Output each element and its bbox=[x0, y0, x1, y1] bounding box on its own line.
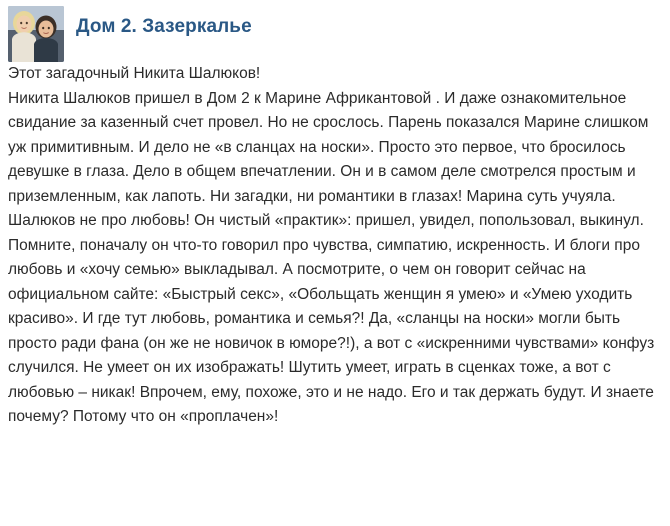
article-headline: Этот загадочный Никита Шалюков! bbox=[8, 65, 261, 82]
article-paragraph-2: Помните, поначалу он что-то говорил про чувства, симпатию, искренность. И блоги про любовь и «хочу семью» выкладывал. А посмотрите, о чем он говорит сейчас на официальном сайте: «Быстрый секс», «Обольщать женщин я умею» и «Умею уходить красиво». И где тут любовь, романтика и семья?! Да, «сланцы на носки» могли быть просто ради фана (он же не новичок в юморе?!), а вот с «искренними чувствами» конфуз случился. Не умеет он их изображать! Шутить умеет, играть в сценках тоже, а вот с любовью – никак! Впрочем, ему, похоже, это и не надо. Его и так держать будут. И знаете почему? Потому что он «проплачен»! bbox=[8, 236, 655, 425]
blog-title[interactable]: Дом 2. Зазеркалье bbox=[76, 16, 252, 37]
article-content bbox=[8, 62, 662, 430]
article-paragraph-1: Никита Шалюков пришел в Дом 2 к Марине Африкантовой . И даже ознакомительное свидание за казенный счет провел. Но не срослось. Парень показался Марине слишком уж примитивным. И дело не «в сланцах на носки». Просто это первое, что бросилось девушке в глаза. Дело в общем впечатлении. Он и в самом деле смотрелся простым и приземленным, как лапоть. Ни загадки, ни романтики в глазах! Марина суть учуяла. Шалюков не про любовь! Он чистый «практик»: пришел, увидел, попользовал, выкинул. bbox=[8, 89, 649, 229]
avatar[interactable] bbox=[8, 6, 64, 62]
post-header bbox=[8, 0, 662, 62]
avatar-image bbox=[8, 6, 64, 62]
